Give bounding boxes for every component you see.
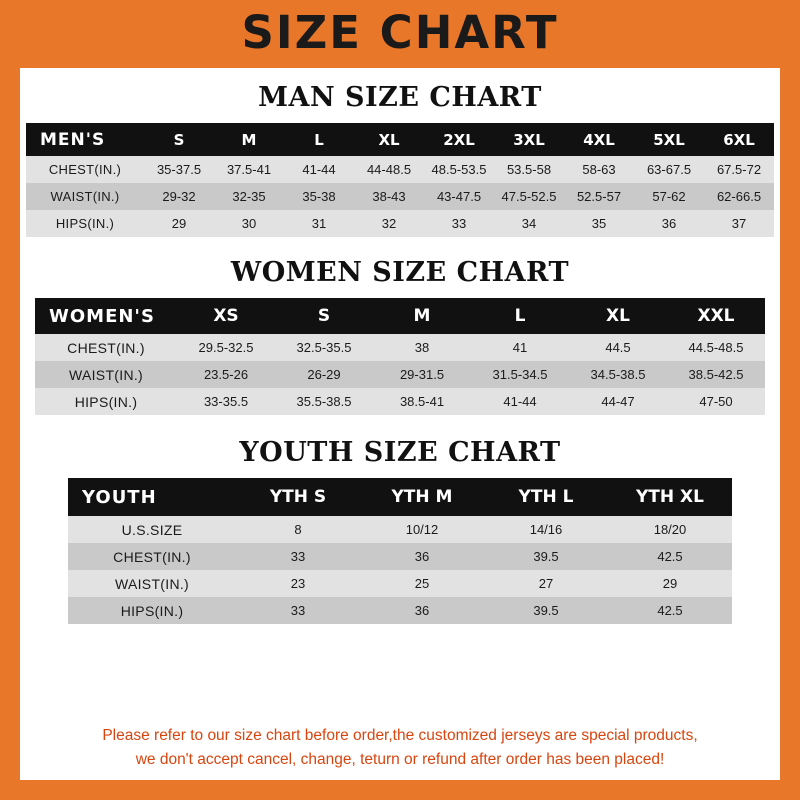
- women-hips-xxl: 47-50: [667, 388, 765, 415]
- women-waist-xxl: 38.5-42.5: [667, 361, 765, 388]
- women-waist-s: 26-29: [275, 361, 373, 388]
- man-hips-2xl: 33: [424, 210, 494, 237]
- women-col-xl: XL: [569, 298, 667, 334]
- women-waist-xs: 23.5-26: [177, 361, 275, 388]
- youth-chest-l: 39.5: [484, 543, 608, 570]
- women-waist-m: 29-31.5: [373, 361, 471, 388]
- women-waist-xl: 34.5-38.5: [569, 361, 667, 388]
- women-section-title: WOMEN SIZE CHART: [230, 257, 570, 288]
- man-chest-l: 41-44: [284, 156, 354, 183]
- youth-row-ussize-label: U.S.SIZE: [68, 516, 236, 543]
- women-col-m: M: [373, 298, 471, 334]
- page-banner: [0, 0, 800, 68]
- youth-col-l: YTH L: [484, 478, 608, 516]
- youth-col-xl: YTH XL: [608, 478, 732, 516]
- women-col-s: S: [275, 298, 373, 334]
- table-row: [68, 597, 732, 624]
- table-row: [35, 388, 765, 415]
- youth-chest-m: 36: [360, 543, 484, 570]
- youth-size-table: [68, 478, 732, 624]
- youth-chest-xl: 42.5: [608, 543, 732, 570]
- women-hips-m: 38.5-41: [373, 388, 471, 415]
- women-table-header-row: [35, 298, 765, 334]
- table-row: [35, 361, 765, 388]
- man-chest-m: 37.5-41: [214, 156, 284, 183]
- youth-waist-m: 25: [360, 570, 484, 597]
- man-chest-5xl: 63-67.5: [634, 156, 704, 183]
- man-row-chest-label: CHEST(IN.): [26, 156, 144, 183]
- man-hips-5xl: 36: [634, 210, 704, 237]
- table-row: [26, 210, 774, 237]
- man-waist-m: 32-35: [214, 183, 284, 210]
- man-chest-4xl: 58-63: [564, 156, 634, 183]
- women-size-table: [35, 298, 765, 415]
- man-hips-3xl: 34: [494, 210, 564, 237]
- women-chest-xxl: 44.5-48.5: [667, 334, 765, 361]
- man-hips-l: 31: [284, 210, 354, 237]
- table-row: [68, 570, 732, 597]
- man-hips-xl: 32: [354, 210, 424, 237]
- man-chest-3xl: 53.5-58: [494, 156, 564, 183]
- man-table-header-row: [26, 123, 774, 156]
- youth-ussize-m: 10/12: [360, 516, 484, 543]
- man-col-m: M: [214, 123, 284, 156]
- footer-line-2: we don't accept cancel, change, teturn or refund after order has been placed!: [135, 750, 665, 768]
- youth-row-hips-label: HIPS(IN.): [68, 597, 236, 624]
- youth-col-m: YTH M: [360, 478, 484, 516]
- footer-disclaimer: [20, 724, 780, 772]
- youth-col-s: YTH S: [236, 478, 360, 516]
- youth-section-title: YOUTH SIZE CHART: [239, 437, 561, 468]
- man-col-6xl: 6XL: [704, 123, 774, 156]
- women-chest-m: 38: [373, 334, 471, 361]
- women-col-xs: XS: [177, 298, 275, 334]
- table-row: [26, 183, 774, 210]
- man-chest-6xl: 67.5-72: [704, 156, 774, 183]
- man-col-xl: XL: [354, 123, 424, 156]
- women-chest-xs: 29.5-32.5: [177, 334, 275, 361]
- man-waist-4xl: 52.5-57: [564, 183, 634, 210]
- man-waist-l: 35-38: [284, 183, 354, 210]
- women-col-l: L: [471, 298, 569, 334]
- youth-hips-s: 33: [236, 597, 360, 624]
- man-waist-6xl: 62-66.5: [704, 183, 774, 210]
- table-row: [68, 516, 732, 543]
- man-size-table: [26, 123, 774, 237]
- man-col-2xl: 2XL: [424, 123, 494, 156]
- women-hips-l: 41-44: [471, 388, 569, 415]
- man-chest-2xl: 48.5-53.5: [424, 156, 494, 183]
- man-waist-2xl: 43-47.5: [424, 183, 494, 210]
- man-hips-4xl: 35: [564, 210, 634, 237]
- youth-row-waist-label: WAIST(IN.): [68, 570, 236, 597]
- women-chest-l: 41: [471, 334, 569, 361]
- women-chest-s: 32.5-35.5: [275, 334, 373, 361]
- women-hips-xs: 33-35.5: [177, 388, 275, 415]
- women-hips-xl: 44-47: [569, 388, 667, 415]
- man-chest-xl: 44-48.5: [354, 156, 424, 183]
- footer-line-1: Please refer to our size chart before order,the customized jerseys are special products,: [102, 726, 698, 744]
- women-col-xxl: XXL: [667, 298, 765, 334]
- man-section-title: MAN SIZE CHART: [258, 82, 542, 113]
- chart-content-card: [20, 68, 780, 780]
- man-waist-s: 29-32: [144, 183, 214, 210]
- man-hips-6xl: 37: [704, 210, 774, 237]
- youth-hips-xl: 42.5: [608, 597, 732, 624]
- youth-table-header-row: [68, 478, 732, 516]
- youth-ussize-l: 14/16: [484, 516, 608, 543]
- youth-chest-s: 33: [236, 543, 360, 570]
- man-col-3xl: 3XL: [494, 123, 564, 156]
- man-hips-s: 29: [144, 210, 214, 237]
- women-waist-l: 31.5-34.5: [471, 361, 569, 388]
- table-row: [35, 334, 765, 361]
- man-col-s: S: [144, 123, 214, 156]
- man-row-waist-label: WAIST(IN.): [26, 183, 144, 210]
- man-waist-xl: 38-43: [354, 183, 424, 210]
- women-hips-s: 35.5-38.5: [275, 388, 373, 415]
- youth-header-label: YOUTH: [68, 478, 236, 516]
- table-row: [26, 156, 774, 183]
- women-row-hips-label: HIPS(IN.): [35, 388, 177, 415]
- man-row-hips-label: HIPS(IN.): [26, 210, 144, 237]
- women-row-chest-label: CHEST(IN.): [35, 334, 177, 361]
- youth-ussize-xl: 18/20: [608, 516, 732, 543]
- youth-row-chest-label: CHEST(IN.): [68, 543, 236, 570]
- man-header-label: MEN'S: [26, 123, 144, 156]
- women-header-label: WOMEN'S: [35, 298, 177, 334]
- youth-waist-xl: 29: [608, 570, 732, 597]
- man-chest-s: 35-37.5: [144, 156, 214, 183]
- man-col-4xl: 4XL: [564, 123, 634, 156]
- youth-ussize-s: 8: [236, 516, 360, 543]
- youth-hips-m: 36: [360, 597, 484, 624]
- youth-waist-l: 27: [484, 570, 608, 597]
- youth-hips-l: 39.5: [484, 597, 608, 624]
- page-title: SIZE CHART: [241, 5, 559, 59]
- man-waist-5xl: 57-62: [634, 183, 704, 210]
- table-row: [68, 543, 732, 570]
- women-chest-xl: 44.5: [569, 334, 667, 361]
- youth-waist-s: 23: [236, 570, 360, 597]
- man-col-l: L: [284, 123, 354, 156]
- man-waist-3xl: 47.5-52.5: [494, 183, 564, 210]
- women-row-waist-label: WAIST(IN.): [35, 361, 177, 388]
- man-hips-m: 30: [214, 210, 284, 237]
- man-col-5xl: 5XL: [634, 123, 704, 156]
